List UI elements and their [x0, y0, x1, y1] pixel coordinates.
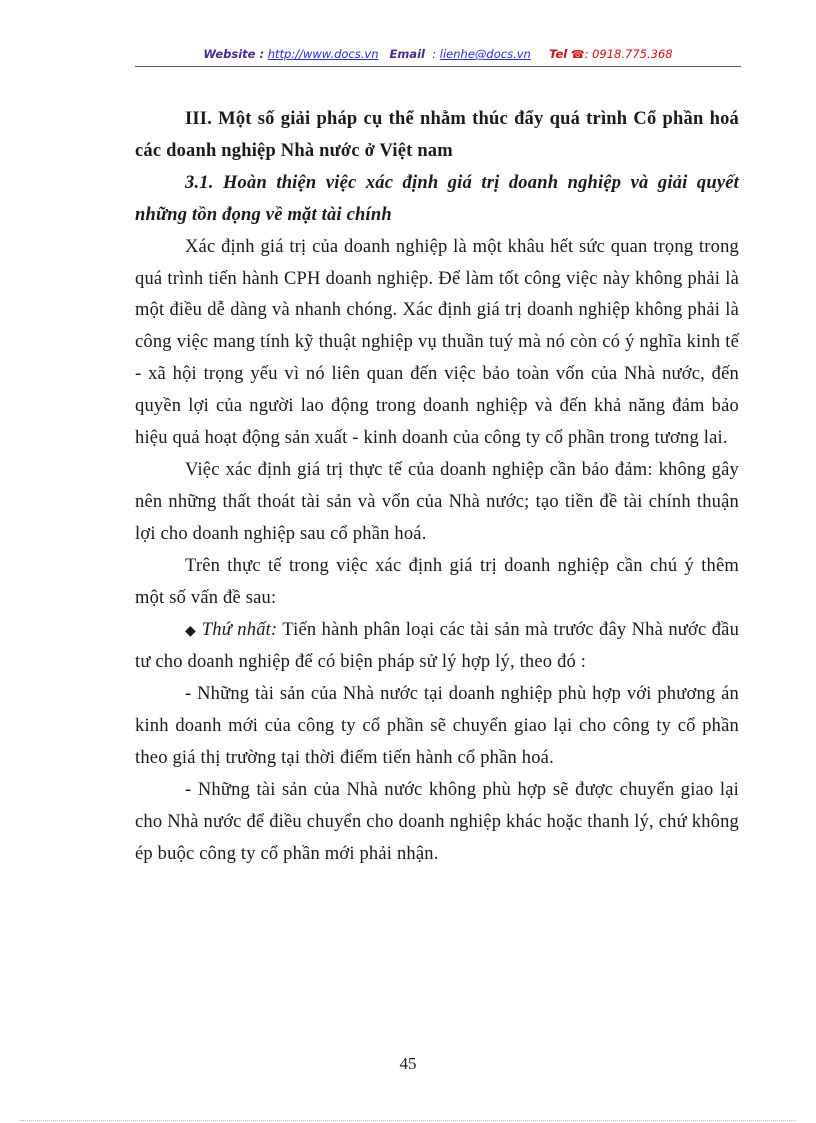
paragraph-1: Xác định giá trị của doanh nghiệp là một khâu hết sức quan trọng trong quá trình tiến hành CPH doanh nghiệp. Để làm tốt công việc này không phải là một điều dễ dàng và nhanh chóng. Xác định giá trị doanh nghiệp không phải là công việc mang tính kỹ thuật nghiệp vụ thuần tuý mà nó còn có ý nghĩa kinh tế - xã hội trọng yếu vì nó liên quan đến việc bảo toàn vốn của Nhà nước, đến quyền lợi của người lao động trong doanh nghiệp và đến khả năng đảm bảo hiệu quả hoạt động sản xuất - kinh doanh của công ty cổ phần trong tương lai.: [135, 236, 739, 449]
website-label: Website :: [203, 47, 265, 61]
paragraph-5: - Những tài sản của Nhà nước tại doanh nghiệp phù hợp với phương án kinh doanh mới của công ty cổ phần sẽ chuyển giao lại cho công ty cổ phần theo giá thị trường tại thời điểm tiến hành cổ phần hoá.: [135, 684, 739, 769]
tel-label: Tel: [549, 47, 568, 61]
paragraph-4: [135, 615, 739, 680]
subsection-heading: 3.1. Hoàn thiện việc xác định giá trị doanh nghiệp và giải quyết những tồn đọng về mặt tài chính: [135, 172, 739, 225]
header-divider: [135, 66, 741, 67]
paragraph-6: - Những tài sản của Nhà nước không phù hợp sẽ được chuyển giao lại cho Nhà nước để điều chuyển cho doanh nghiệp khác hoặc thanh lý, chứ không ép buộc công ty cổ phần mới phải nhận.: [135, 780, 739, 864]
paragraph-4-lead: Thứ nhất:: [201, 619, 278, 640]
page-number: 45: [399, 1054, 417, 1073]
paragraph-2: Việc xác định giá trị thực tế của doanh nghiệp cần bảo đảm: không gây nên những thất thoát tài sản và vốn của Nhà nước; tạo tiền đề tài chính thuận lợi cho doanh nghiệp sau cổ phần hoá.: [135, 459, 739, 544]
phone-icon: ☎: [570, 48, 585, 61]
document-body: [135, 104, 739, 871]
footer-divider: [20, 1120, 796, 1121]
diamond-bullet-icon: ◆: [185, 623, 197, 639]
email-separator: :: [432, 47, 437, 61]
phone-number: : 0918.775.368: [584, 47, 673, 61]
email-link[interactable]: lienhe@docs.vn: [439, 47, 531, 61]
section-heading: III. Một số giải pháp cụ thể nhằm thúc đẩy quá trình Cổ phần hoá các doanh nghiệp Nhà nước ở Việt nam: [135, 109, 739, 161]
email-label: Email: [389, 47, 425, 61]
page-header: [135, 47, 741, 61]
website-link[interactable]: http://www.docs.vn: [267, 47, 379, 61]
paragraph-3: Trên thực tế trong việc xác định giá trị doanh nghiệp cần chú ý thêm một số vấn đề sau:: [135, 555, 739, 608]
paragraph-4-body: Tiến hành phân loại các tài sản mà trước đây Nhà nước đầu tư cho doanh nghiệp để có biện pháp sử lý hợp lý, theo đó :: [135, 619, 740, 673]
